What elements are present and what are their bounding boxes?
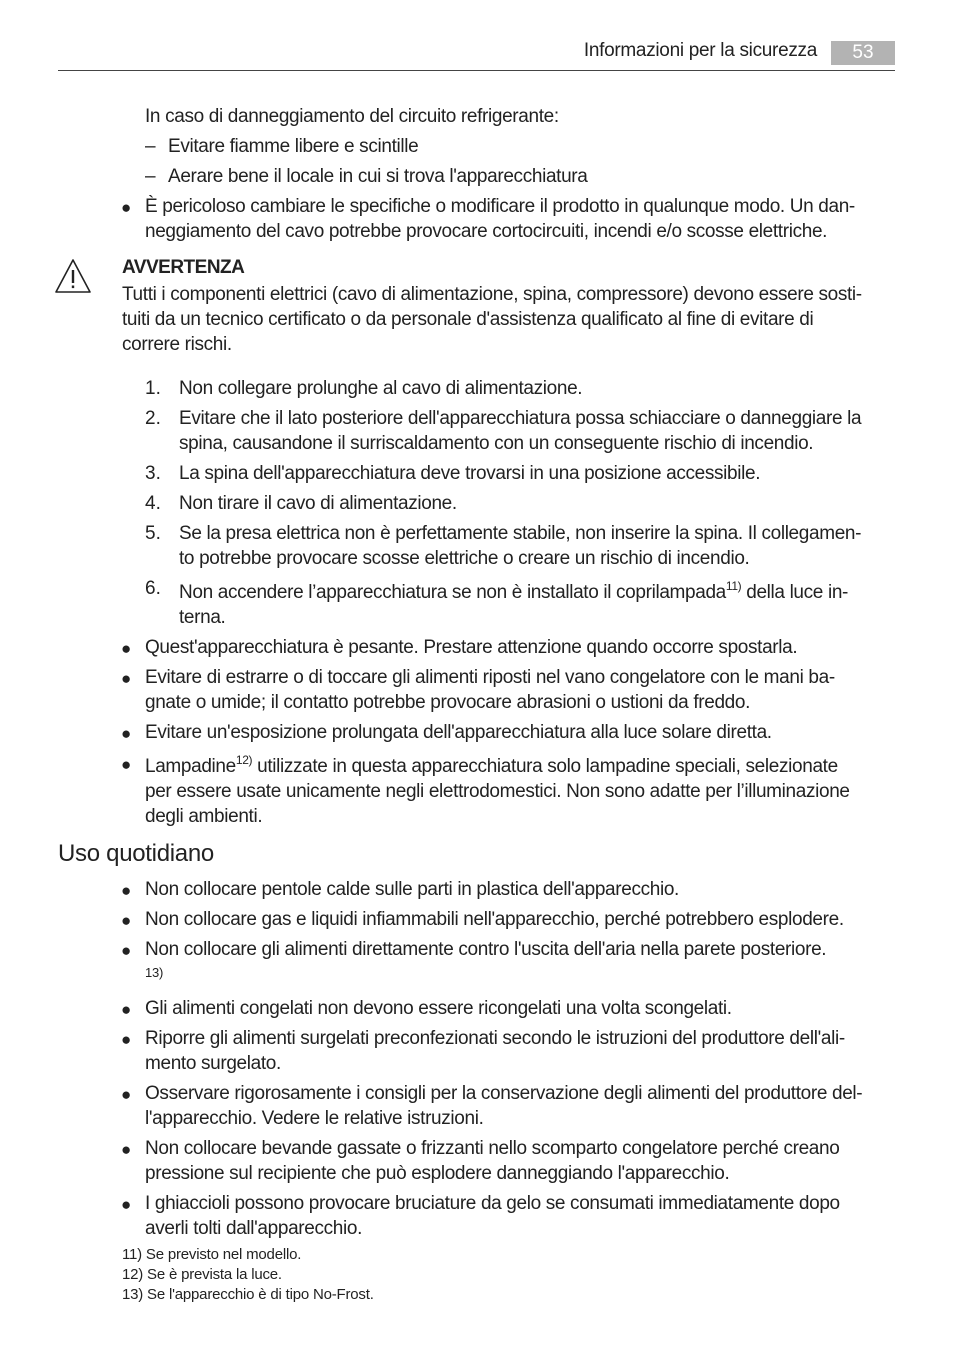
footnote-ref: 11) (725, 579, 742, 593)
header-rule (58, 70, 895, 71)
bullet-text: pressione sul recipiente che può esplodere danneggiando l'apparecchio. (145, 1163, 730, 1184)
bullet-dot: ● (121, 1030, 132, 1049)
bullet-text (145, 754, 838, 779)
bullet-text: I ghiaccioli possono provocare bruciature da gelo se consumati immediatamente dopo (145, 1193, 840, 1214)
bullet-dot: ● (121, 639, 132, 658)
section-heading: Uso quotidiano (58, 840, 214, 867)
bullet-dot: ● (121, 1085, 132, 1104)
bullet-text-part: utilizzate in questa apparecchiatura solo lampadine speciali, selezionate (252, 756, 838, 777)
bullet-text: mento surgelato. (145, 1053, 281, 1074)
list-item (179, 580, 848, 605)
bullet-text: gnate o umide; il contatto potrebbe provocare abrasioni o ustioni da freddo. (145, 692, 751, 713)
bullet-dot: ● (121, 755, 132, 774)
bullet-dot: ● (121, 1000, 132, 1019)
dash-item: Aerare bene il locale in cui si trova l'apparecchiatura (168, 166, 588, 187)
list-number: 6. (145, 578, 161, 599)
list-number: 3. (145, 463, 161, 484)
bullet-text: Quest'apparecchiatura è pesante. Prestare attenzione quando occorre spostarla. (145, 637, 798, 658)
bullet-text: Non collocare gli alimenti direttamente contro l'uscita dell'aria nella parete posteriore. (145, 939, 827, 960)
bullet-text: Riporre gli alimenti surgelati preconfezionati secondo le istruzioni del produttore dell'ali- (145, 1028, 845, 1049)
bullet-text: degli ambienti. (145, 806, 263, 827)
footnote: 13) Se l'apparecchio è di tipo No-Frost. (122, 1286, 374, 1303)
bullet-dot: ● (121, 669, 132, 688)
list-item: Non collegare prolunghe al cavo di alimentazione. (179, 378, 583, 399)
bullet-text: Evitare di estrarre o di toccare gli alimenti riposti nel vano congelatore con le mani ba- (145, 667, 835, 688)
page-number: 53 (831, 41, 895, 65)
warning-text: Tutti i componenti elettrici (cavo di alimentazione, spina, compressore) devono essere sosti- (122, 284, 862, 305)
bullet-dot: ● (121, 198, 132, 217)
bullet-dot: ● (121, 941, 132, 960)
footnote-ref: 12) (235, 753, 253, 767)
footnote: 11) Se previsto nel modello. (122, 1246, 302, 1263)
bullet-text: l'apparecchio. Vedere le relative istruzioni. (145, 1108, 484, 1129)
dash-marker: – (145, 136, 156, 157)
list-number: 1. (145, 378, 161, 399)
list-item: spina, causandone il surriscaldamento con un conseguente rischio di incendio. (179, 433, 814, 454)
warning-triangle-icon (54, 258, 92, 294)
list-item: Evitare che il lato posteriore dell'apparecchiatura possa schiacciare o danneggiare la (179, 408, 862, 429)
footnote-ref: 13) (145, 965, 164, 980)
bullet-text: Non collocare gas e liquidi infiammabili nell'apparecchio, perché potrebbero esplodere. (145, 909, 844, 930)
list-number: 4. (145, 493, 161, 514)
bullet-dot: ● (121, 881, 132, 900)
bullet-text: Gli alimenti congelati non devono essere ricongelati una volta scongelati. (145, 998, 732, 1019)
bullet-text: Osservare rigorosamente i consigli per la conservazione degli alimenti del produttore del- (145, 1083, 863, 1104)
bullet-text-part: Lampadine (145, 756, 236, 777)
bullet-text: averli tolti dall'apparecchio. (145, 1218, 363, 1239)
running-header-title: Informazioni per la sicurezza (583, 40, 817, 61)
bullet-text: per essere usate unicamente negli elettrodomestici. Non sono adatte per l’illuminazione (145, 781, 850, 802)
bullet-text: Non collocare bevande gassate o frizzanti nello scomparto congelatore perché creano (145, 1138, 840, 1159)
list-item: to potrebbe provocare scosse elettriche o creare un rischio di incendio. (179, 548, 750, 569)
bullet-text: neggiamento del cavo potrebbe provocare cortocircuiti, incendi e/o scosse elettriche. (145, 221, 828, 242)
bullet-text: È pericoloso cambiare le specifiche o modificare il prodotto in qualunque modo. Un dan- (145, 196, 855, 217)
list-item: Se la presa elettrica non è perfettamente stabile, non inserire la spina. Il collegamen- (179, 523, 862, 544)
list-item-text: della luce in- (741, 582, 849, 603)
bullet-dot: ● (121, 1195, 132, 1214)
warning-title: AVVERTENZA (122, 257, 245, 278)
list-item-text: Non accendere l’apparecchiatura se non è installato il coprilampada (179, 582, 726, 603)
bullet-dot: ● (121, 911, 132, 930)
warning-text: correre rischi. (122, 334, 232, 355)
footnote: 12) Se è prevista la luce. (122, 1266, 282, 1283)
dash-item: Evitare fiamme libere e scintille (168, 136, 419, 157)
list-item: terna. (179, 607, 226, 628)
bullet-text: Non collocare pentole calde sulle parti in plastica dell'apparecchio. (145, 879, 679, 900)
warning-text: tuiti da un tecnico certificato o da personale d'assistenza qualificato al fine di evitare di (122, 309, 814, 330)
bullet-text: Evitare un'esposizione prolungata dell'apparecchiatura alla luce solare diretta. (145, 722, 772, 743)
intro-line: In caso di danneggiamento del circuito refrigerante: (145, 106, 559, 127)
bullet-dot: ● (121, 724, 132, 743)
list-item: La spina dell'apparecchiatura deve trovarsi in una posizione accessibile. (179, 463, 761, 484)
list-item: Non tirare il cavo di alimentazione. (179, 493, 457, 514)
bullet-dot: ● (121, 1140, 132, 1159)
list-number: 2. (145, 408, 161, 429)
list-number: 5. (145, 523, 161, 544)
dash-marker: – (145, 166, 156, 187)
